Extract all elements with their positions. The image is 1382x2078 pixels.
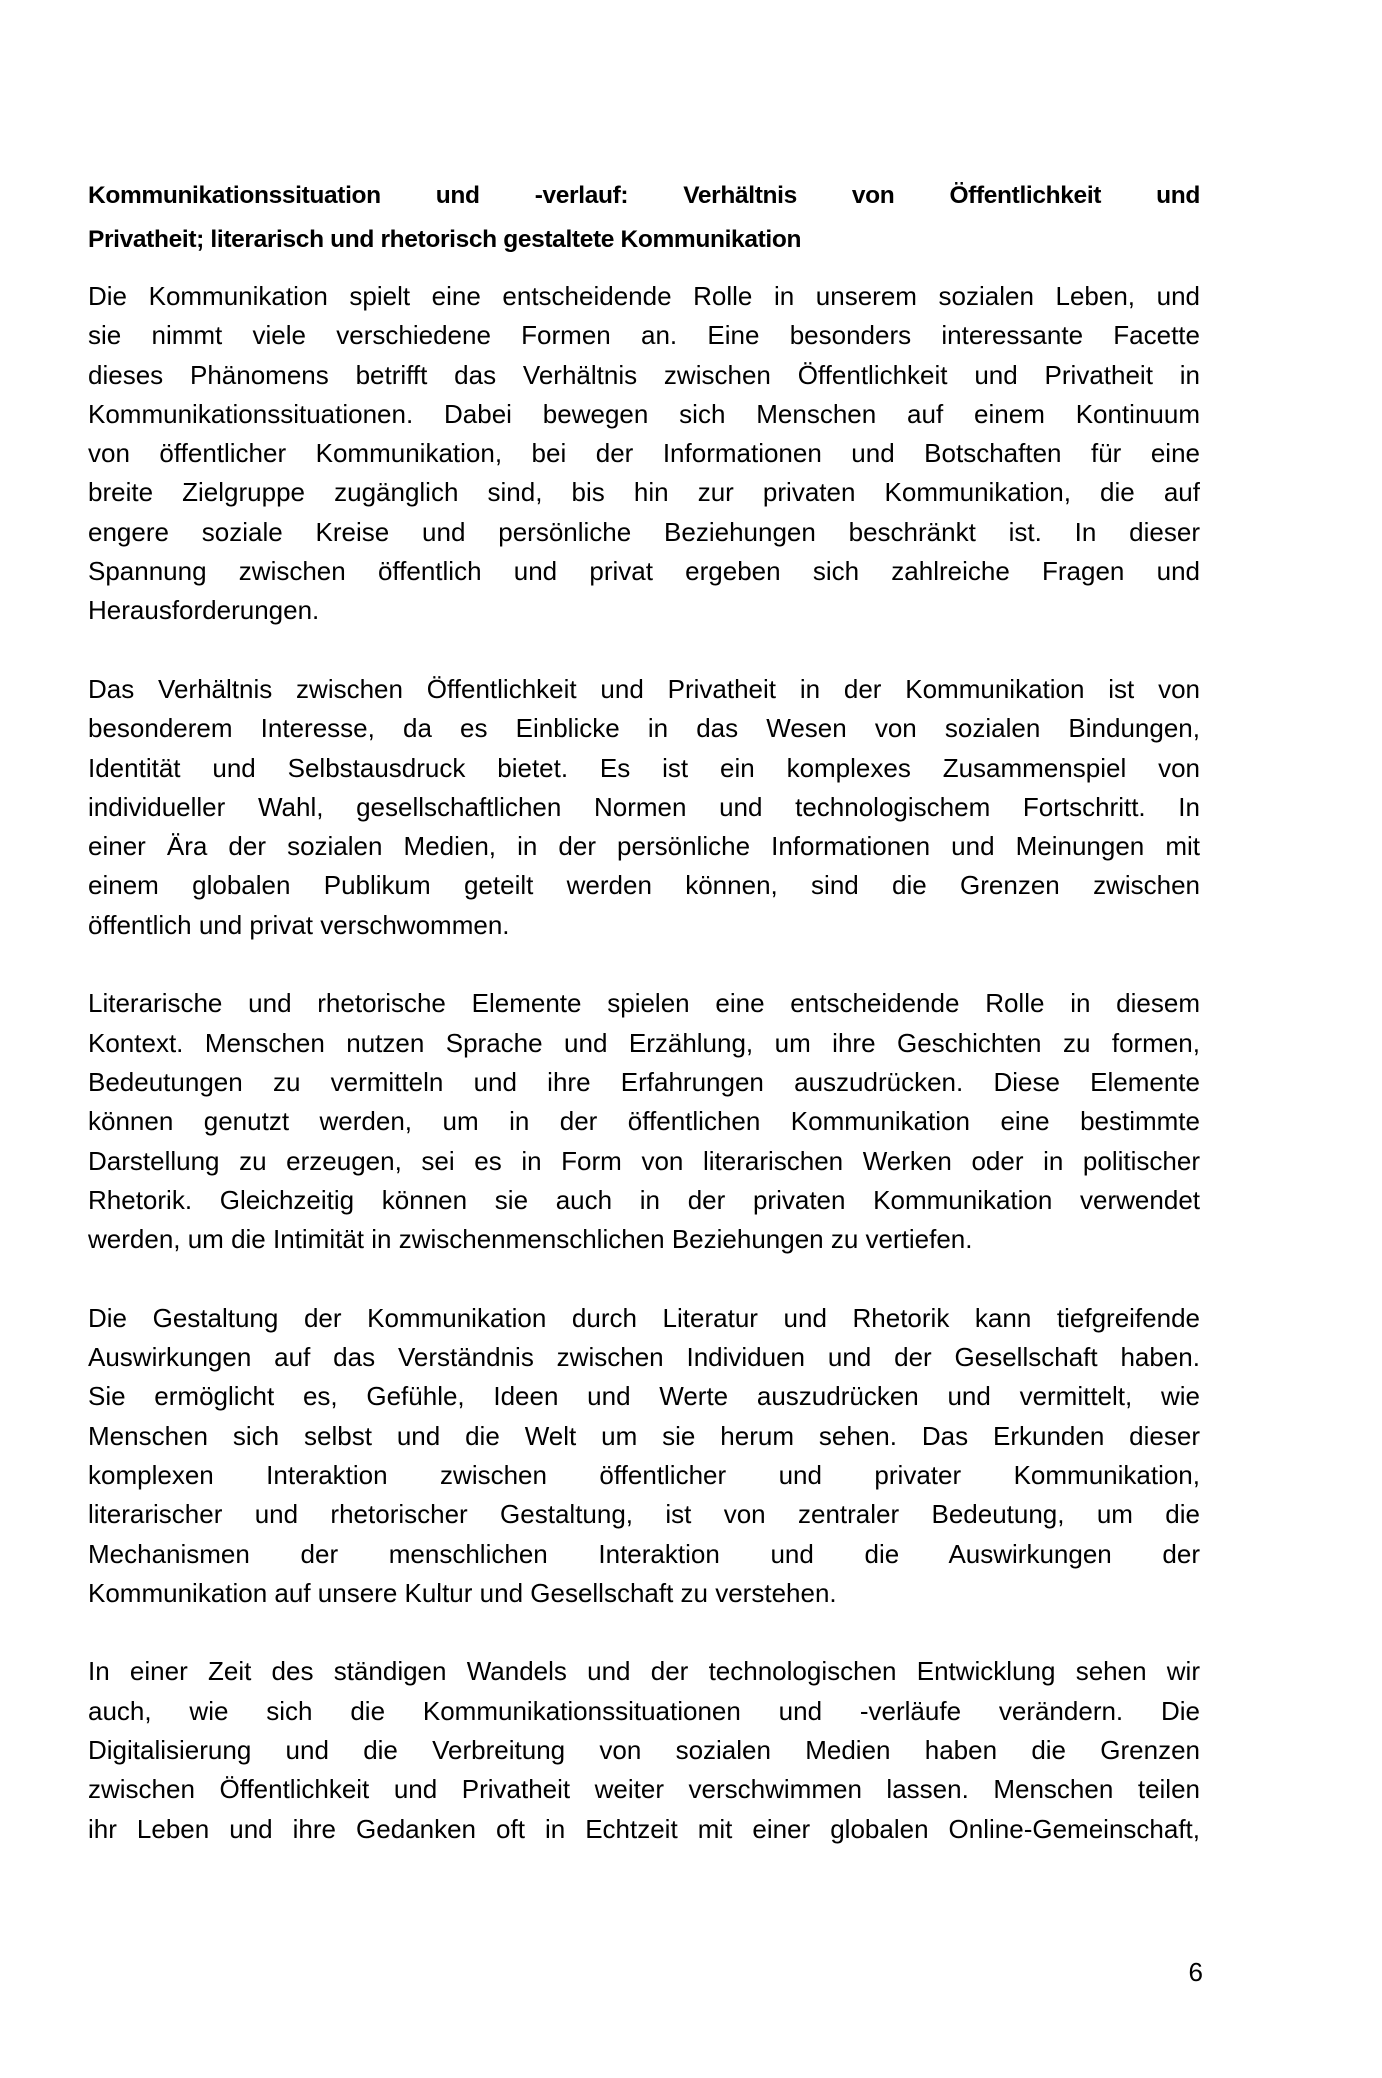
text-line: literarischer und rhetorischer Gestaltung, ist von zentraler Bedeutung, um die <box>88 1499 1200 1530</box>
text-line: In einer Zeit des ständigen Wandels und der technologischen Entwicklung sehen wir <box>88 1656 1200 1687</box>
text-line: besonderem Interesse, da es Einblicke in das Wesen von sozialen Bindungen, <box>88 713 1200 744</box>
paragraph-1 <box>88 277 1200 631</box>
text-line: zwischen Öffentlichkeit und Privatheit weiter verschwimmen lassen. Menschen teilen <box>88 1774 1200 1805</box>
text-line: Darstellung zu erzeugen, sei es in Form von literarischen Werken oder in politischer <box>88 1145 1200 1176</box>
section-heading <box>88 174 1200 262</box>
text-line: einer Ära der sozialen Medien, in der persönliche Informationen und Meinungen mit <box>88 831 1200 862</box>
text-line: Kommunikation auf unsere Kultur und Gesellschaft zu verstehen. <box>88 1577 837 1608</box>
text-line: Das Verhältnis zwischen Öffentlichkeit und Privatheit in der Kommunikation ist von <box>88 673 1200 704</box>
text-line: individueller Wahl, gesellschaftlichen Normen und technologischem Fortschritt. In <box>88 791 1200 822</box>
text-line: können genutzt werden, um in der öffentlichen Kommunikation eine bestimmte <box>88 1106 1200 1137</box>
paragraph-5 <box>88 1652 1200 1848</box>
text-line: Kontext. Menschen nutzen Sprache und Erzählung, um ihre Geschichten zu formen, <box>88 1027 1200 1058</box>
text-line: werden, um die Intimität in zwischenmenschlichen Beziehungen zu vertiefen. <box>88 1224 973 1255</box>
text-line: dieses Phänomens betrifft das Verhältnis zwischen Öffentlichkeit und Privatheit in <box>88 359 1200 390</box>
text-line: Identität und Selbstausdruck bietet. Es ist ein komplexes Zusammenspiel von <box>88 752 1200 783</box>
text-line: ihr Leben und ihre Gedanken oft in Echtzeit mit einer globalen Online-Gemeinschaft, <box>88 1813 1200 1844</box>
paragraph-3 <box>88 984 1200 1259</box>
text-line: sie nimmt viele verschiedene Formen an. Eine besonders interessante Facette <box>88 320 1200 351</box>
heading-line: Kommunikationssituation und -verlauf: Verhältnis von Öffentlichkeit und <box>88 182 1200 209</box>
text-line: Rhetorik. Gleichzeitig können sie auch in der privaten Kommunikation verwendet <box>88 1184 1200 1215</box>
body-text <box>88 277 1200 1888</box>
text-line: Literarische und rhetorische Elemente spielen eine entscheidende Rolle in diesem <box>88 988 1200 1019</box>
text-line: Die Gestaltung der Kommunikation durch Literatur und Rhetorik kann tiefgreifende <box>88 1302 1200 1333</box>
text-line: Bedeutungen zu vermitteln und ihre Erfahrungen auszudrücken. Diese Elemente <box>88 1066 1200 1097</box>
text-line: auch, wie sich die Kommunikationssituationen und -verläufe verändern. Die <box>88 1695 1200 1726</box>
text-line: Digitalisierung und die Verbreitung von sozialen Medien haben die Grenzen <box>88 1734 1200 1765</box>
text-line: Mechanismen der menschlichen Interaktion und die Auswirkungen der <box>88 1538 1200 1569</box>
text-line: komplexen Interaktion zwischen öffentlicher und privater Kommunikation, <box>88 1459 1200 1490</box>
text-line: Auswirkungen auf das Verständnis zwischen Individuen und der Gesellschaft haben. <box>88 1342 1200 1373</box>
paragraph-4 <box>88 1299 1200 1613</box>
text-line: Die Kommunikation spielt eine entscheidende Rolle in unserem sozialen Leben, und <box>88 281 1200 311</box>
paragraph-2 <box>88 670 1200 945</box>
text-line: engere soziale Kreise und persönliche Beziehungen beschränkt ist. In dieser <box>88 516 1200 547</box>
text-line: öffentlich und privat verschwommen. <box>88 909 510 940</box>
text-line: Herausforderungen. <box>88 595 320 626</box>
text-line: Sie ermöglicht es, Gefühle, Ideen und Werte auszudrücken und vermittelt, wie <box>88 1381 1200 1412</box>
text-line: Kommunikationssituationen. Dabei bewegen sich Menschen auf einem Kontinuum <box>88 398 1200 429</box>
text-line: einem globalen Publikum geteilt werden können, sind die Grenzen zwischen <box>88 870 1200 901</box>
heading-line: Privatheit; literarisch und rhetorisch gestaltete Kommunikation <box>88 226 802 253</box>
page-number: 6 <box>1188 1957 1203 1987</box>
text-line: von öffentlicher Kommunikation, bei der Informationen und Botschaften für eine <box>88 438 1200 469</box>
text-line: Menschen sich selbst und die Welt um sie herum sehen. Das Erkunden dieser <box>88 1420 1200 1451</box>
text-line: breite Zielgruppe zugänglich sind, bis hin zur privaten Kommunikation, die auf <box>88 477 1200 508</box>
text-line: Spannung zwischen öffentlich und privat ergeben sich zahlreiche Fragen und <box>88 556 1200 587</box>
